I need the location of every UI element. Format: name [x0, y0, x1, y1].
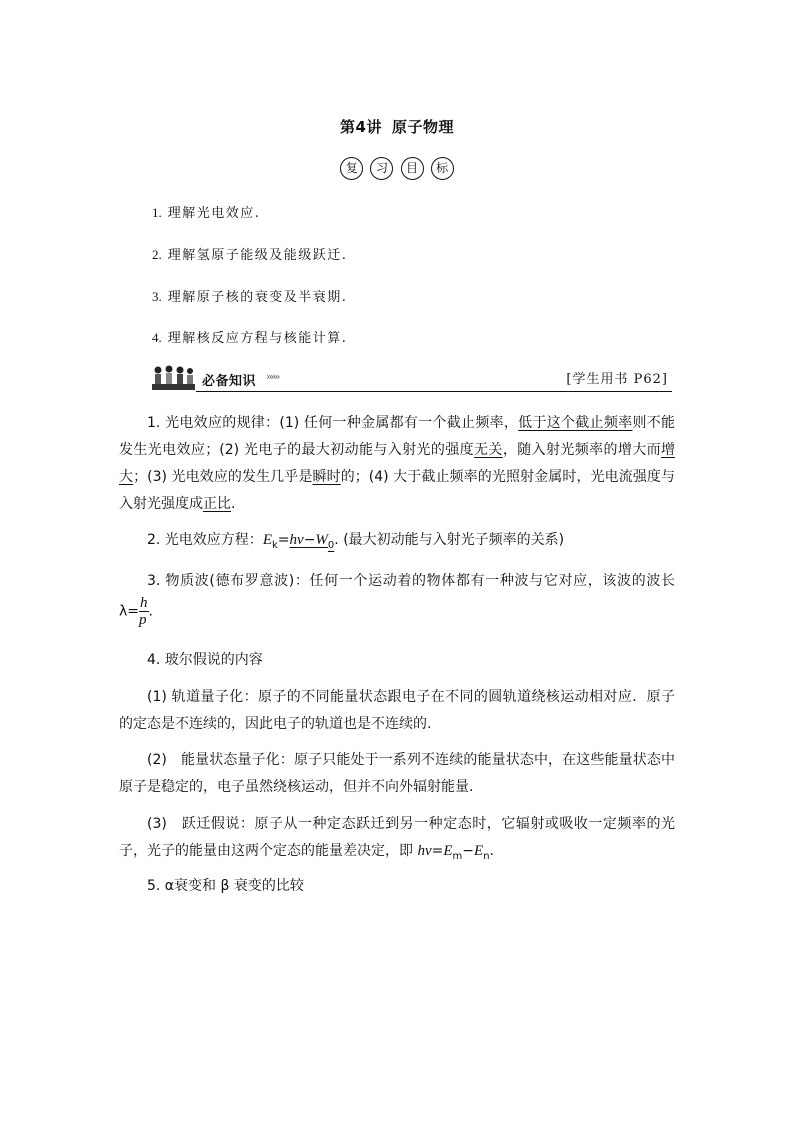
- section-banner: [150, 364, 672, 392]
- lesson-topic: 原子物理: [391, 118, 454, 136]
- paragraph-photoelectric-equation: 2. 光电效应方程：$E_k=hv-W_0$. (最大初动能与入射光子频率的关系): [147, 532, 565, 551]
- goal-item: 4. 理解核反应方程与核能计算.: [152, 330, 348, 346]
- heading-char: 目: [401, 157, 424, 180]
- book-reference: [学生用书 P62]: [566, 372, 668, 387]
- paragraph-orbit-quantization: (1) 轨道量子化：原子的不同能量状态跟电子在不同的圆轨道绕核运动相对应．原子的定态是不连续的，因此电子的轨道也是不连续的.: [119, 689, 675, 732]
- review-goals-heading: [0, 157, 794, 180]
- paragraph-transition: (3) 跃迁假说：原子从一种定态跃迁到另一种定态时，它辐射或吸收一定频率的光子，光子的能量由这两个定态的能量差决定，即 $hv=E_m-E_n$.: [119, 816, 675, 862]
- paragraph-decay-comparison: 5. α衰变和 β 衰变的比较: [147, 878, 304, 894]
- lesson-number: 第4讲: [340, 118, 382, 136]
- students-illustration-icon: [150, 364, 196, 392]
- page-title: [0, 116, 794, 137]
- heading-char: 复: [340, 157, 363, 180]
- section-label: 必备知识: [202, 374, 257, 389]
- goal-item: 3. 理解原子核的衰变及半衰期.: [152, 289, 348, 305]
- heading-char: 习: [370, 157, 393, 180]
- paragraph-energy-quantization: (2) 能量状态量子化：原子只能处于一系列不连续的能量状态中，在这些能量状态中原子是稳定的，电子虽然绕核运动，但并不向外辐射能量.: [119, 752, 675, 795]
- wavelength-fraction: $\frac{h}{p}$: [139, 595, 148, 628]
- paragraph-photoelectric-laws: 1. 光电效应的规律：(1) 任何一种金属都有一个截止频率，低于这个截止频率则不能发生光电效应；(2) 光电子的最大初动能与入射光的强度无关，随入射光频率的增大而增大；(3) 光电效应的发生几乎是瞬时的；(4) 大于截止频率的光照射金属时，光电流强度与入射光强度成正比.: [119, 415, 676, 512]
- goal-item: 2. 理解氢原子能级及能级跃迁.: [152, 247, 348, 263]
- heading-char: 标: [431, 157, 454, 180]
- goal-item: 1. 理解光电效应.: [152, 205, 261, 221]
- banner-rule: [196, 391, 672, 392]
- paragraph-matter-wave: 3. 物质波(德布罗意波)：任何一个运动着的物体都有一种波与它对应，该波的波长 λ= $\frac{h}{p}$ .: [119, 573, 675, 628]
- arrows-icon: »»»: [266, 372, 279, 383]
- paragraph-bohr-heading: 4. 玻尔假说的内容: [147, 652, 263, 668]
